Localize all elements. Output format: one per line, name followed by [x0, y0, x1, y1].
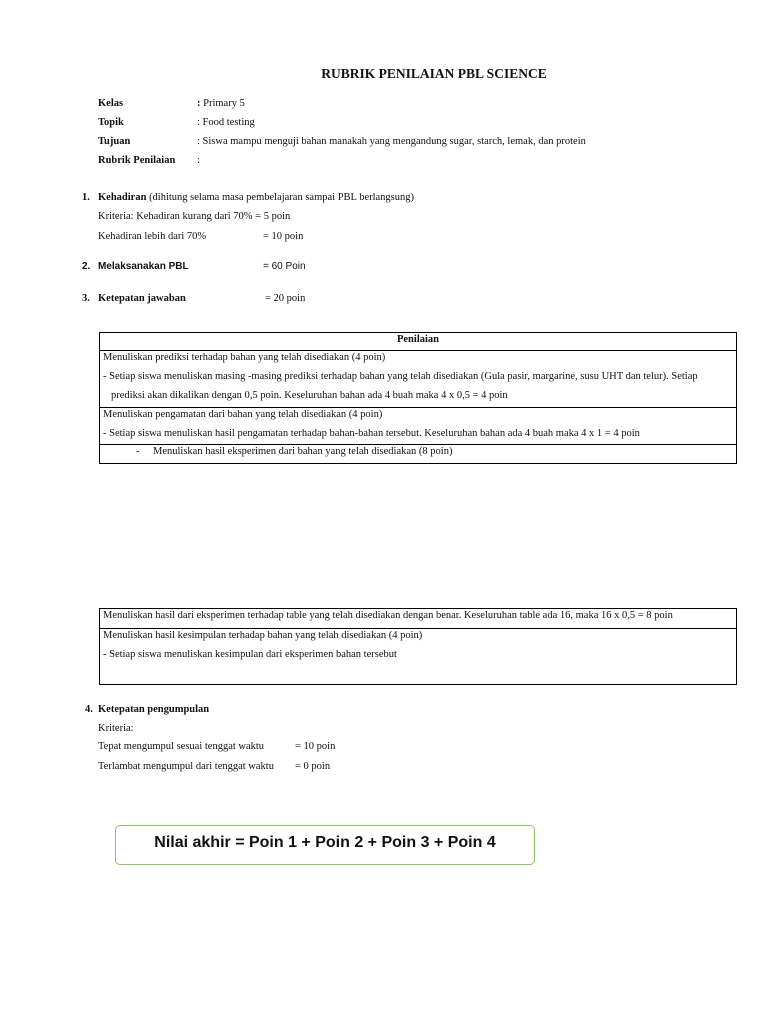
- section-1-line2-label: Kehadiran lebih dari 70%: [98, 231, 207, 242]
- section-4-number: 4.: [85, 704, 93, 715]
- section-4-line2-value: = 10 poin: [295, 741, 336, 752]
- info-value-kelas: : Primary 5: [197, 98, 245, 109]
- section-1-criteria: Kriteria: Kehadiran kurang dari 70% = 5 poin: [98, 211, 291, 222]
- section-4-heading: Ketepatan pengumpulan: [98, 704, 210, 715]
- row-title: Menuliskan hasil eksperimen dari bahan yang telah disediakan (8 poin): [153, 446, 453, 457]
- section-4-criteria: Kriteria:: [98, 723, 134, 734]
- row-title: Menuliskan hasil kesimpulan terhadap bahan yang telah disediakan (4 poin): [103, 630, 423, 641]
- info-label-topik: Topik: [98, 117, 124, 128]
- table-header: Penilaian: [396, 334, 439, 345]
- row-title: Menuliskan prediksi terhadap bahan yang telah disediakan (4 poin): [103, 352, 386, 363]
- info-label-tujuan: Tujuan: [98, 136, 131, 147]
- section-4-line3-value: = 0 poin: [295, 761, 331, 772]
- info-label-rubrik: Rubrik Penilaian: [98, 155, 176, 166]
- info-label-kelas: Kelas: [98, 98, 124, 109]
- final-score-box: [115, 825, 535, 865]
- info-value-tujuan: : Siswa mampu menguji bahan manakah yang mengandung sugar, starch, lemak, dan protein: [197, 136, 586, 147]
- table-row: [100, 407, 736, 444]
- row-title: Menuliskan pengamatan dari bahan yang telah disediakan (4 poin): [103, 409, 383, 420]
- row-detail-cont: prediksi akan dikalikan dengan 0,5 poin. Keseluruhan bahan ada 4 buah maka 4 x 0,5 = 4 poin: [111, 390, 508, 401]
- row-detail: - Setiap siswa menuliskan masing -masing prediksi terhadap bahan yang telah disediakan (Gula pasir, margarine, susu UHT dan telur). Setiap: [103, 371, 698, 382]
- row-detail: - Setiap siswa menuliskan hasil pengamatan terhadap bahan-bahan tersebut. Keseluruhan bahan ada 4 buah maka 4 x 1 = 4 poin: [103, 428, 640, 439]
- section-4-line3-label: Terlambat mengumpul dari tenggat waktu: [98, 761, 274, 772]
- section-2-heading: Melaksanakan PBL: [98, 261, 189, 272]
- section-1-number: 1.: [82, 192, 90, 203]
- row-detail: - Setiap siswa menuliskan kesimpulan dari eksperimen bahan tersebut: [103, 649, 397, 660]
- assessment-table-2: [99, 608, 737, 685]
- section-1-heading: Kehadiran (dihitung selama masa pembelajaran sampai PBL berlangsung): [98, 192, 415, 203]
- info-value-rubrik: :: [197, 155, 200, 166]
- info-value-topik: : Food testing: [197, 117, 255, 128]
- section-3-number: 3.: [82, 293, 90, 304]
- section-1-line2-value: = 10 poin: [263, 231, 304, 242]
- page-title: RUBRIK PENILAIAN PBL SCIENCE: [321, 66, 547, 81]
- table-row: [100, 628, 736, 685]
- assessment-table-1: [99, 332, 737, 464]
- row-dash: -: [136, 446, 140, 457]
- table-row: [100, 350, 736, 407]
- section-3-heading: Ketepatan jawaban: [98, 293, 186, 304]
- section-4-line2-label: Tepat mengumpul sesuai tenggat waktu: [98, 741, 265, 752]
- section-2-value: = 60 Poin: [263, 261, 306, 272]
- row-title: Menuliskan hasil dari eksperimen terhadap table yang telah disediakan dengan benar. Keseluruhan table ada 16, maka 16 x 0,5 = 8 poin: [103, 610, 673, 621]
- section-3-value: = 20 poin: [265, 293, 306, 304]
- final-score-formula: Nilai akhir = Poin 1 + Poin 2 + Poin 3 + Poin 4: [154, 834, 496, 851]
- table-row: [100, 444, 736, 464]
- section-2-number: 2.: [82, 261, 91, 272]
